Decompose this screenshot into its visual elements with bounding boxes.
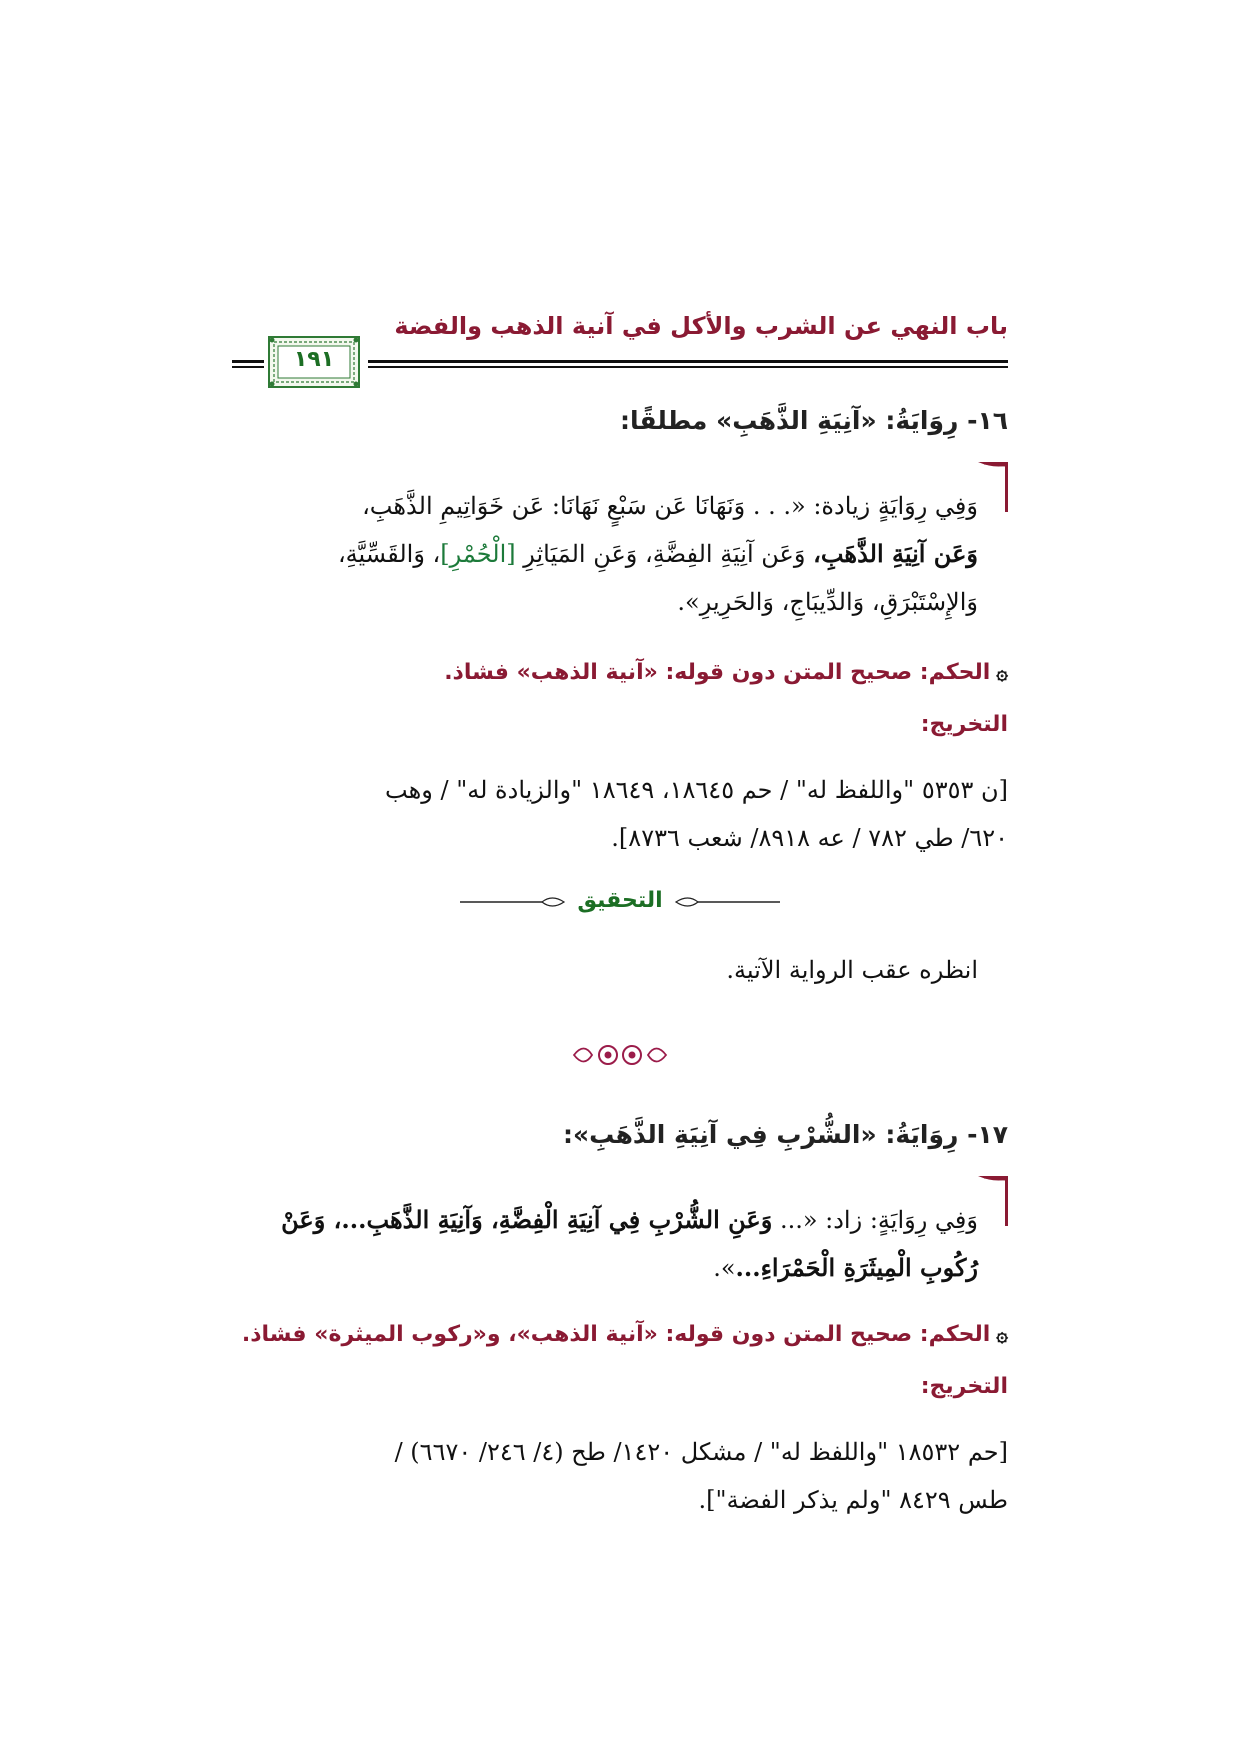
section-heading-17: ١٧- رِوَايَةُ: «الشُّرْبِ فِي آنِيَةِ الذَّهَبِ»: [562, 1120, 1008, 1149]
section16-text-line2 [218, 530, 978, 578]
ruling-17 [228, 1322, 1008, 1347]
section17-text-line2 [218, 1244, 978, 1292]
text-span: وَعَن آنِيَةِ الفِضَّةِ، وَعَنِ المَيَاثِرِ [515, 540, 814, 568]
text-span: ». [713, 1254, 736, 1282]
corner-ornament-icon [974, 462, 1008, 512]
header-rule-left [232, 360, 264, 363]
takhrij-16-line1: [ن ٥٣٥٣ "واللفظ له" / حم ١٨٦٤٥، ١٨٦٤٩ "والزيادة له" / وهب [385, 776, 1008, 804]
corner-ornament-icon [974, 1176, 1008, 1226]
section16-text-line1: وَفِي رِوَايَةٍ زيادة: «. . . وَنَهَانَا عَن سَبْعٍ نَهَانَا: عَن خَوَاتِيمِ الذَّهَبِ، [362, 492, 978, 520]
page-number: ١٩١ [293, 347, 335, 372]
takhrij-17-line2: طس ٨٤٢٩ "ولم يذكر الفضة"]. [698, 1486, 1008, 1514]
takhrij-17-line1: [حم ١٨٥٣٢ "واللفظ له" / مشكل ١٤٢٠/ طح (٤/ ٢٤٦/ ٦٦٧٠) / [394, 1438, 1008, 1466]
ruling-value: صحيح المتن دون قوله: «آنية الذهب»، و«ركوب الميثرة» فشاذ. [241, 1322, 913, 1347]
text-span: ، وَالقَسِّيَّةِ، [337, 540, 441, 568]
running-header-title: باب النهي عن الشرب والأكل في آنية الذهب والفضة [394, 312, 1008, 340]
takhrij-label: التخريج: [920, 1374, 1008, 1399]
ruling-value: صحيح المتن دون قوله: «آنية الذهب» فشاذ. [444, 660, 913, 685]
header-rule [368, 360, 1008, 363]
text-span: وَفِي رِوَايَةٍ: زاد: «... [772, 1206, 978, 1234]
header-rule-left [232, 366, 264, 368]
section16-text-line3: وَالإِسْتَبْرَقِ، وَالدِّيبَاجِ، وَالحَرِيرِ». [677, 588, 978, 616]
rosette-icon: ۞ [996, 660, 1008, 684]
section17-text-line1 [218, 1196, 978, 1244]
tahqiq-text: انظره عقب الرواية الآتية. [726, 956, 978, 984]
header-rule [368, 366, 1008, 368]
tahqiq-heading: التحقيق [577, 888, 663, 913]
emphasis-text: رُكُوبِ الْمِيثَرَةِ الْحَمْرَاءِ... [735, 1253, 978, 1282]
ruling-label: الحكم: [919, 660, 991, 685]
ruling-label: الحكم: [919, 1322, 991, 1347]
rosette-icon: ۞ [996, 1322, 1008, 1346]
takhrij-label: التخريج: [920, 712, 1008, 737]
takhrij-16-line2: ٦٢٠/ طي ٧٨٢ / عه ٨٩١٨/ شعب ٨٧٣٦]. [611, 824, 1008, 852]
page-number-frame [268, 336, 360, 388]
bracketed-variant: [الْحُمْرِ] [440, 540, 516, 568]
section-heading-16: ١٦- رِوَايَةُ: «آنِيَةِ الذَّهَبِ» مطلقًا: [619, 406, 1008, 435]
ornament-separator-icon [570, 1040, 670, 1070]
emphasis-text: وَعَن آنِيَةِ الذَّهَبِ، [813, 539, 978, 568]
ruling-16 [228, 660, 1008, 685]
emphasis-text: وَعَنِ الشُّرْبِ فِي آنِيَةِ الْفِضَّةِ، وَآنِيَةِ الذَّهَبِ...، وَعَنْ [281, 1205, 773, 1234]
